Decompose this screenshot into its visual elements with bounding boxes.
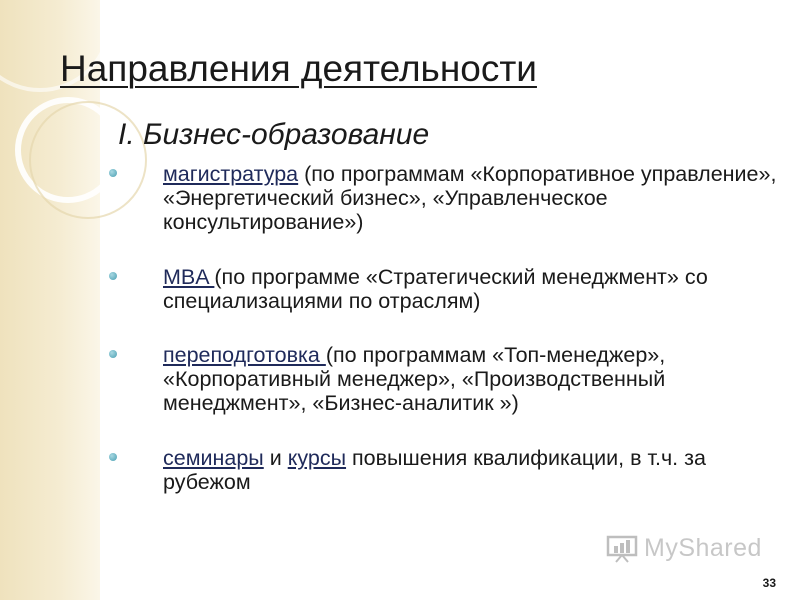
presentation-board-icon	[606, 535, 638, 563]
section-number: I.	[118, 118, 135, 151]
list-item-text: повышения квалификации, в т.ч. за рубежом	[163, 446, 706, 494]
section-heading	[118, 118, 429, 152]
watermark	[606, 534, 762, 563]
slide-title: Направления деятельности	[60, 48, 537, 89]
bullet-dot-icon	[109, 453, 117, 461]
courses-link[interactable]: курсы	[287, 446, 347, 470]
bullet-dot-icon	[109, 169, 117, 177]
section-heading-text: Бизнес-образование	[143, 118, 430, 151]
list-item-connector: и	[263, 446, 288, 470]
page-number: 33	[762, 576, 776, 590]
bullet-dot-icon	[109, 272, 117, 280]
list-item	[163, 162, 778, 234]
list-item-text: (по программе «Стратегический менеджмент» со специализациями по отраслям)	[163, 265, 708, 313]
list-item	[163, 446, 778, 494]
seminars-link[interactable]: семинары	[163, 446, 264, 470]
list-item	[163, 343, 778, 415]
list-item-text: (по программам «Топ-менеджер», «Корпоративный менеджер», «Производственный менеджмент», «Бизнес-аналитик »)	[163, 343, 666, 415]
watermark-text: MyShared	[644, 534, 762, 562]
bullet-dot-icon	[109, 350, 117, 358]
decorative-side-strip	[0, 0, 100, 600]
mba-link[interactable]: MBA	[163, 265, 215, 289]
list-item-text: (по программам «Корпоративное управление», «Энергетический бизнес», «Управленческое консультирование»)	[163, 162, 777, 234]
list-item	[163, 265, 778, 313]
masters-link[interactable]: магистратура	[163, 162, 299, 186]
retraining-link[interactable]: переподготовка	[163, 343, 326, 367]
